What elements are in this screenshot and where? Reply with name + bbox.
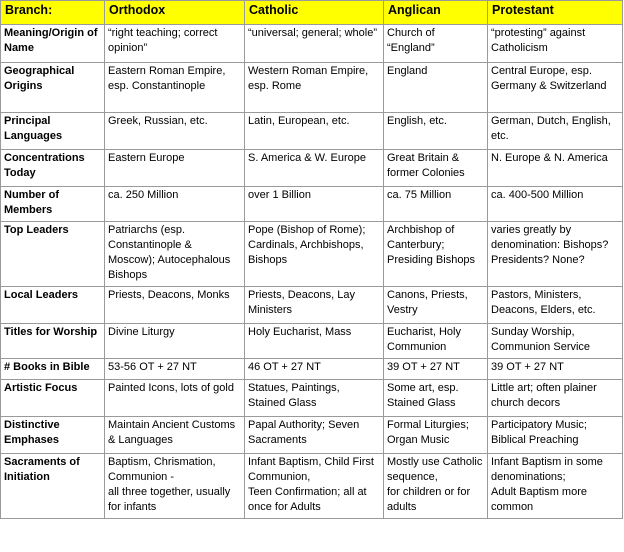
cell-text: Sunday Worship, Communion Service (491, 326, 591, 353)
table-cell (105, 380, 245, 417)
cell-text: Statues, Paintings, Stained Glass (248, 382, 340, 409)
table-row (1, 417, 623, 454)
table-cell (384, 187, 488, 222)
cell-text: Latin, European, etc. (248, 115, 350, 127)
row-label: Local Leaders (1, 287, 105, 324)
cell-text: Eastern Roman Empire, esp. Constantinople (108, 65, 226, 92)
table-cell (245, 287, 384, 324)
table-cell (488, 287, 623, 324)
table-cell (384, 380, 488, 417)
cell-text: Greek, Russian, etc. (108, 115, 208, 127)
cell-text: German, Dutch, English, etc. (491, 115, 611, 142)
table-cell (245, 359, 384, 380)
table-row (1, 222, 623, 287)
table-cell (488, 359, 623, 380)
cell-text: Participatory Music; Biblical Preaching (491, 419, 587, 446)
cell-text: 46 OT + 27 NT (248, 361, 321, 373)
row-label: Number of Members (1, 187, 105, 222)
table-cell (105, 222, 245, 287)
table-cell (488, 380, 623, 417)
cell-text: over 1 Billion (248, 189, 311, 201)
header-branch: Branch: (1, 1, 105, 25)
cell-text: ca. 250 Million (108, 189, 179, 201)
table-row (1, 63, 623, 113)
cell-text: Priests, Deacons, Lay Ministers (248, 289, 355, 316)
table-cell (245, 113, 384, 150)
row-label: Top Leaders (1, 222, 105, 287)
cell-text: 39 OT + 27 NT (491, 361, 564, 373)
cell-text: “right teaching; correct opinion” (108, 27, 218, 54)
cell-text: Divine Liturgy (108, 326, 175, 338)
cell-text: Eucharist, Holy Communion (387, 326, 461, 353)
row-label: Geographical Origins (1, 63, 105, 113)
table-cell (105, 454, 245, 519)
table-cell (105, 287, 245, 324)
cell-text: Western Roman Empire, esp. Rome (248, 65, 369, 92)
table-cell (488, 150, 623, 187)
cell-text: Pastors, Ministers, Deacons, Elders, etc. (491, 289, 596, 316)
table-cell (245, 417, 384, 454)
table-cell (384, 454, 488, 519)
cell-text: Church of “England” (387, 27, 435, 54)
table-cell (384, 150, 488, 187)
cell-text: varies greatly by denomination: Bishops? Presidents? None? (491, 224, 609, 266)
cell-text: “protesting” against Catholicism (491, 27, 586, 54)
table-cell (105, 113, 245, 150)
cell-text: Archbishop of Canterbury; Presiding Bishops (387, 224, 476, 266)
table-cell (384, 222, 488, 287)
table-cell (245, 222, 384, 287)
cell-text: 39 OT + 27 NT (387, 361, 460, 373)
table-cell (245, 63, 384, 113)
cell-text: Painted Icons, lots of gold (108, 382, 234, 394)
table-cell (245, 187, 384, 222)
table-cell (384, 113, 488, 150)
cell-text: Mostly use Catholic sequence, (387, 456, 483, 483)
cell-text: N. Europe & N. America (491, 152, 608, 164)
table-row (1, 324, 623, 359)
table-cell (384, 417, 488, 454)
table-cell (488, 187, 623, 222)
table-cell (488, 63, 623, 113)
cell-text: S. America & W. Europe (248, 152, 366, 164)
table-row (1, 454, 623, 519)
table-row (1, 287, 623, 324)
cell-text: 53-56 OT + 27 NT (108, 361, 197, 373)
cell-text: Little art; often plainer church decors (491, 382, 597, 409)
cell-text: ca. 400-500 Million (491, 189, 584, 201)
cell-text: Infant Baptism, Child First Communion, (248, 456, 374, 483)
header-orthodox: Orthodox (105, 1, 245, 25)
header-anglican: Anglican (384, 1, 488, 25)
table-cell (245, 454, 384, 519)
table-cell (384, 359, 488, 380)
table-cell (105, 187, 245, 222)
cell-text: Baptism, Chrismation, Communion - (108, 456, 216, 483)
table-body (1, 25, 623, 519)
cell-text: Eastern Europe (108, 152, 185, 164)
table-cell (488, 222, 623, 287)
cell-text: England (387, 65, 428, 77)
row-label: Distinctive Emphases (1, 417, 105, 454)
cell-text: Maintain Ancient Customs & Languages (108, 419, 236, 446)
header-protestant: Protestant (488, 1, 623, 25)
cell-text: Great Britain & former Colonies (387, 152, 465, 179)
table-row (1, 380, 623, 417)
row-label: Concentrations Today (1, 150, 105, 187)
cell-text: Pope (Bishop of Rome); Cardinals, Archbishops, Bishops (248, 224, 366, 266)
table-row (1, 150, 623, 187)
table-cell (105, 63, 245, 113)
row-label: Artistic Focus (1, 380, 105, 417)
table-cell (245, 25, 384, 63)
cell-text: “universal; general; whole” (248, 27, 378, 39)
cell-text: Formal Liturgies; Organ Music (387, 419, 469, 446)
cell-text: Central Europe, esp. Germany & Switzerland (491, 65, 607, 92)
table-cell (245, 150, 384, 187)
table-cell (384, 25, 488, 63)
row-label: Principal Languages (1, 113, 105, 150)
cell-text: Canons, Priests, Vestry (387, 289, 468, 316)
table-cell (105, 417, 245, 454)
table-cell (488, 324, 623, 359)
row-label: Sacraments of Initiation (1, 454, 105, 519)
table-cell (384, 287, 488, 324)
cell-text: Some art, esp. Stained Glass (387, 382, 459, 409)
table-cell (245, 380, 384, 417)
header-catholic: Catholic (245, 1, 384, 25)
table-row (1, 25, 623, 63)
cell-text: Adult Baptism more common (491, 486, 587, 513)
table-cell (105, 324, 245, 359)
cell-text: Infant Baptism in some denominations; (491, 456, 603, 483)
table-cell (488, 25, 623, 63)
row-label: Meaning/Origin of Name (1, 25, 105, 63)
table-row (1, 187, 623, 222)
cell-text: Papal Authority; Seven Sacraments (248, 419, 360, 446)
cell-text: for children or for adults (387, 486, 471, 513)
table-cell (105, 359, 245, 380)
cell-text: Teen Confirmation; all at once for Adults (248, 486, 367, 513)
cell-text: English, etc. (387, 115, 447, 127)
table-row (1, 359, 623, 380)
table-cell (488, 417, 623, 454)
row-label: # Books in Bible (1, 359, 105, 380)
table-cell (384, 63, 488, 113)
cell-text: Patriarchs (esp. Constantinople & Moscow); Autocephalous Bishops (108, 224, 231, 281)
row-label: Titles for Worship (1, 324, 105, 359)
table-cell (384, 324, 488, 359)
cell-text: all three together, usually for infants (108, 486, 231, 513)
header-row (1, 1, 623, 25)
table-row (1, 113, 623, 150)
table-cell (488, 113, 623, 150)
table-cell (488, 454, 623, 519)
cell-text: Priests, Deacons, Monks (108, 289, 230, 301)
table-cell (105, 25, 245, 63)
cell-text: ca. 75 Million (387, 189, 452, 201)
table-cell (105, 150, 245, 187)
table-cell (245, 324, 384, 359)
cell-text: Holy Eucharist, Mass (248, 326, 352, 338)
